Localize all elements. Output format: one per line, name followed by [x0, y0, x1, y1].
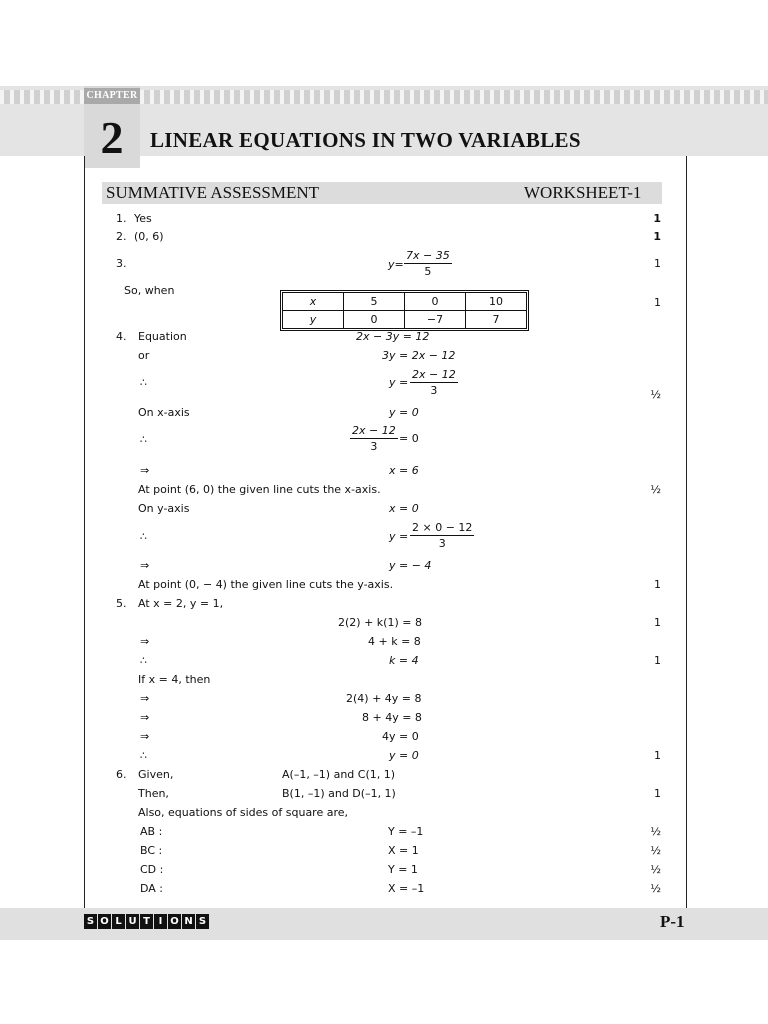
q4-x-zero: x = 0: [389, 502, 419, 515]
q5-k-value: k = 4: [389, 654, 419, 667]
q1-number: 1.: [116, 212, 127, 225]
q4-mark-2: ½: [650, 483, 661, 496]
q4-x-value: x = 6: [389, 464, 419, 477]
q3-table-mark: 1: [654, 296, 661, 309]
logo-letter: O: [168, 914, 181, 929]
q4-equation-label: Equation: [138, 330, 187, 343]
table-cell: −7: [405, 311, 466, 329]
q6-also-text: Also, equations of sides of square are,: [138, 806, 349, 819]
q4-y-lhs: y =: [389, 376, 409, 389]
side-mark-da: ½: [650, 882, 661, 895]
table-cell: 0: [405, 293, 466, 311]
q4-mark-3: 1: [654, 578, 661, 591]
q5-substitution: 2(2) + k(1) = 8: [338, 616, 422, 629]
table-row: [283, 311, 527, 329]
q4-y-fraction: [410, 368, 458, 398]
side-mark-ab: ½: [650, 825, 661, 838]
q4-x-fraction: [350, 424, 398, 454]
logo-letter: S: [84, 914, 97, 929]
implies-arrow: ⇒: [140, 730, 150, 743]
implies-arrow: ⇒: [140, 711, 150, 724]
q2-mark: 1: [653, 230, 661, 243]
q4-y-denominator: 3: [430, 384, 438, 397]
chapter-label: CHAPTER: [84, 88, 140, 104]
side-label-bc: BC :: [140, 844, 163, 857]
q5-intro: At x = 2, y = 1,: [138, 597, 224, 610]
q1-answer: Yes: [134, 212, 152, 225]
q6-mark-1: 1: [654, 787, 661, 800]
therefore-symbol: ∴: [140, 749, 147, 762]
q4-y-lhs-2: y =: [389, 530, 409, 543]
q5-mark-2: 1: [654, 654, 661, 667]
side-mark-cd: ½: [650, 863, 661, 876]
q3-lhs: y=: [388, 258, 404, 271]
side-equation-ab: Y = –1: [388, 825, 424, 838]
table-cell: y: [283, 311, 344, 329]
chapter-number: 2: [100, 112, 124, 163]
table-cell: x: [283, 293, 344, 311]
table-cell: 0: [344, 311, 405, 329]
q4-y-intercept-text: At point (0, − 4) the given line cuts the y-axis.: [138, 578, 394, 591]
q2-number: 2.: [116, 230, 127, 243]
implies-arrow: ⇒: [140, 559, 150, 572]
q5-if-text: If x = 4, then: [138, 673, 211, 686]
q5-step-3: 4y = 0: [382, 730, 419, 743]
q3-fraction: [404, 249, 452, 279]
therefore-symbol: ∴: [140, 376, 147, 389]
q5-mark-3: 1: [654, 749, 661, 762]
values-table: [280, 290, 529, 331]
q4-on-x-axis: On x-axis: [138, 406, 190, 419]
table-cell: 5: [344, 293, 405, 311]
q4-mark-1: ½: [650, 388, 661, 401]
frame-right-rule: [686, 156, 687, 908]
q6-given-label: Given,: [138, 768, 174, 781]
logo-letter: L: [112, 914, 125, 929]
q3-so-when: So, when: [124, 284, 175, 297]
worksheet-title: WORKSHEET-1: [524, 183, 642, 202]
therefore-symbol: ∴: [140, 530, 147, 543]
side-label-ab: AB :: [140, 825, 163, 838]
q6-derived-points: B(1, –1) and D(–1, 1): [282, 787, 396, 800]
therefore-symbol: ∴: [140, 433, 147, 446]
logo-letter: O: [98, 914, 111, 929]
table-row: [283, 293, 527, 311]
page-number: P-1: [660, 912, 685, 931]
q5-step-1: 2(4) + 4y = 8: [346, 692, 422, 705]
q5-y-value: y = 0: [389, 749, 419, 762]
q4-or-label: or: [138, 349, 150, 362]
implies-arrow: ⇒: [140, 464, 150, 477]
q4-rearranged: 3y = 2x − 12: [382, 349, 456, 362]
solutions-logo: [84, 914, 209, 929]
q4-y-denominator-2: 3: [438, 537, 446, 550]
side-mark-bc: ½: [650, 844, 661, 857]
q2-answer: (0, 6): [134, 230, 164, 243]
q6-number: 6.: [116, 768, 127, 781]
chapter-title: LINEAR EQUATIONS IN TWO VARIABLES: [150, 128, 581, 152]
implies-arrow: ⇒: [140, 692, 150, 705]
q3-denominator: 5: [424, 265, 432, 278]
logo-letter: S: [196, 914, 209, 929]
q4-y-numerator: 2x − 12: [412, 368, 456, 381]
side-equation-bc: X = 1: [388, 844, 419, 857]
q4-y-zero: y = 0: [389, 406, 419, 419]
q4-equation: 2x − 3y = 12: [356, 330, 430, 343]
table-cell: 7: [466, 311, 527, 329]
logo-letter: T: [140, 914, 153, 929]
frame-left-rule: [84, 156, 85, 908]
logo-letter: U: [126, 914, 139, 929]
q6-given-points: A(–1, –1) and C(1, 1): [282, 768, 396, 781]
q1-mark: 1: [653, 212, 661, 225]
therefore-symbol: ∴: [140, 654, 147, 667]
q4-y-value: y = − 4: [389, 559, 432, 572]
logo-letter: N: [182, 914, 195, 929]
q4-number: 4.: [116, 330, 127, 343]
q5-simplified: 4 + k = 8: [368, 635, 421, 648]
side-equation-da: X = –1: [388, 882, 425, 895]
q6-then-label: Then,: [138, 787, 169, 800]
q4-equals-zero: = 0: [399, 432, 419, 445]
q5-number: 5.: [116, 597, 127, 610]
q4-y-fraction-2: [410, 521, 474, 551]
side-label-da: DA :: [140, 882, 164, 895]
section-title: SUMMATIVE ASSESSMENT: [106, 183, 320, 202]
q4-y-numerator-2: 2 × 0 − 12: [412, 521, 473, 534]
side-equation-cd: Y = 1: [388, 863, 418, 876]
q3-numerator: 7x − 35: [406, 249, 450, 262]
side-label-cd: CD :: [140, 863, 164, 876]
implies-arrow: ⇒: [140, 635, 150, 648]
q4-x-denominator: 3: [370, 440, 378, 453]
q3-mark: 1: [654, 257, 661, 270]
q5-mark-1: 1: [654, 616, 661, 629]
q4-x-intercept-text: At point (6, 0) the given line cuts the x-axis.: [138, 483, 381, 496]
q4-on-y-axis: On y-axis: [138, 502, 190, 515]
table-cell: 10: [466, 293, 527, 311]
logo-letter: I: [154, 914, 167, 929]
q5-step-2: 8 + 4y = 8: [362, 711, 422, 724]
q3-number: 3.: [116, 257, 127, 270]
q4-x-numerator: 2x − 12: [352, 424, 396, 437]
